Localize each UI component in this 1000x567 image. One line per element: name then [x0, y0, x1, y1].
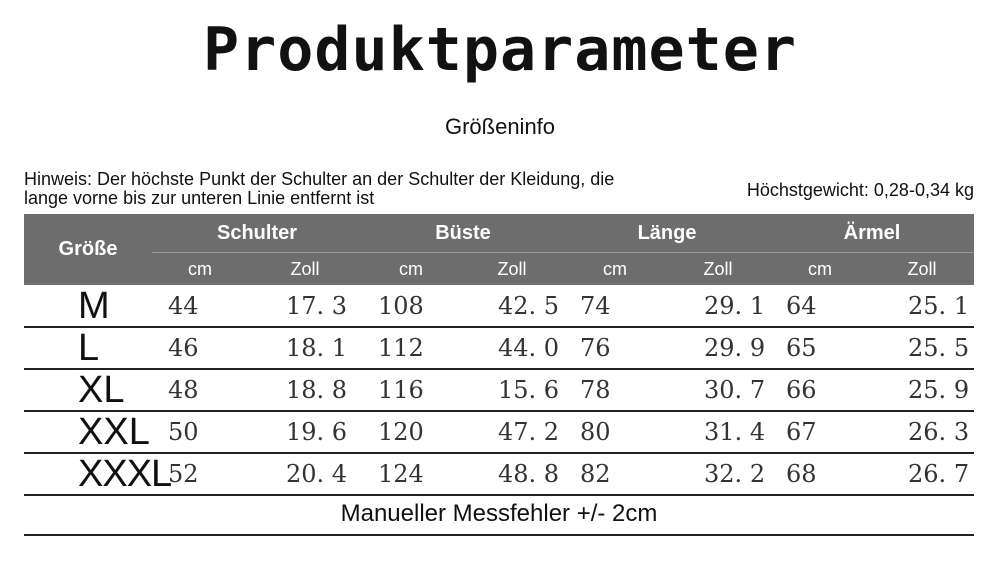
unit-header-cm: cm [564, 253, 666, 286]
group-header-aermel: Ärmel [770, 214, 974, 253]
value-cell: 19. 6 [248, 411, 362, 453]
size-cell: M [24, 285, 152, 327]
value-cell: 116 [362, 369, 460, 411]
value-cell: 18. 8 [248, 369, 362, 411]
value-cell: 42. 5 [460, 285, 564, 327]
value-cell: 80 [564, 411, 666, 453]
value-cell: 46 [152, 327, 248, 369]
max-weight-label: Höchstgewicht: 0,28-0,34 kg [746, 180, 974, 200]
value-cell: 64 [770, 285, 870, 327]
measurement-error-note: Manueller Messfehler +/- 2cm [24, 494, 974, 536]
value-cell: 20. 4 [248, 453, 362, 495]
unit-header-zoll: Zoll [666, 253, 770, 286]
value-cell: 25. 9 [870, 369, 974, 411]
value-cell: 78 [564, 369, 666, 411]
value-cell: 67 [770, 411, 870, 453]
value-cell: 25. 5 [870, 327, 974, 369]
value-cell: 44. 0 [460, 327, 564, 369]
table-row [24, 411, 974, 453]
value-cell: 29. 1 [666, 285, 770, 327]
value-cell: 29. 9 [666, 327, 770, 369]
value-cell: 120 [362, 411, 460, 453]
value-cell: 25. 1 [870, 285, 974, 327]
value-cell: 26. 3 [870, 411, 974, 453]
unit-header-zoll: Zoll [870, 253, 974, 286]
value-cell: 74 [564, 285, 666, 327]
value-cell: 32. 2 [666, 453, 770, 495]
value-cell: 48. 8 [460, 453, 564, 495]
unit-header-cm: cm [152, 253, 248, 286]
value-cell: 50 [152, 411, 248, 453]
value-cell: 76 [564, 327, 666, 369]
table-row [24, 285, 974, 327]
value-cell: 15. 6 [460, 369, 564, 411]
size-cell: L [24, 327, 152, 369]
unit-header-cm: cm [362, 253, 460, 286]
value-cell: 18. 1 [248, 327, 362, 369]
value-cell: 44 [152, 285, 248, 327]
value-cell: 30. 7 [666, 369, 770, 411]
value-cell: 68 [770, 453, 870, 495]
table-row [24, 369, 974, 411]
value-cell: 26. 7 [870, 453, 974, 495]
value-cell: 17. 3 [248, 285, 362, 327]
value-cell: 112 [362, 327, 460, 369]
page-title: Produktparameter [203, 15, 797, 85]
value-cell: 52 [152, 453, 248, 495]
size-cell: XL [24, 369, 152, 411]
size-table [24, 214, 974, 496]
section-subtitle: Größeninfo [444, 114, 556, 139]
measurement-note: Hinweis: Der höchste Punkt der Schulter an der Schulter der Kleidung, die lange vorne bis zur unteren Linie entfernt ist [24, 169, 615, 208]
group-header-schulter: Schulter [152, 214, 362, 253]
table-row [24, 453, 974, 495]
size-cell: XXL [24, 411, 152, 453]
value-cell: 82 [564, 453, 666, 495]
value-cell: 48 [152, 369, 248, 411]
value-cell: 124 [362, 453, 460, 495]
value-cell: 66 [770, 369, 870, 411]
group-header-laenge: Länge [564, 214, 770, 253]
size-cell: XXXL [24, 453, 152, 495]
unit-header-cm: cm [770, 253, 870, 286]
table-row [24, 327, 974, 369]
group-header-bueste: Büste [362, 214, 564, 253]
table-header-row [24, 214, 974, 253]
value-cell: 47. 2 [460, 411, 564, 453]
value-cell: 31. 4 [666, 411, 770, 453]
unit-header-zoll: Zoll [460, 253, 564, 286]
table-unit-row [24, 253, 974, 286]
unit-header-zoll: Zoll [248, 253, 362, 286]
value-cell: 65 [770, 327, 870, 369]
size-column-header: Größe [24, 214, 152, 285]
value-cell: 108 [362, 285, 460, 327]
